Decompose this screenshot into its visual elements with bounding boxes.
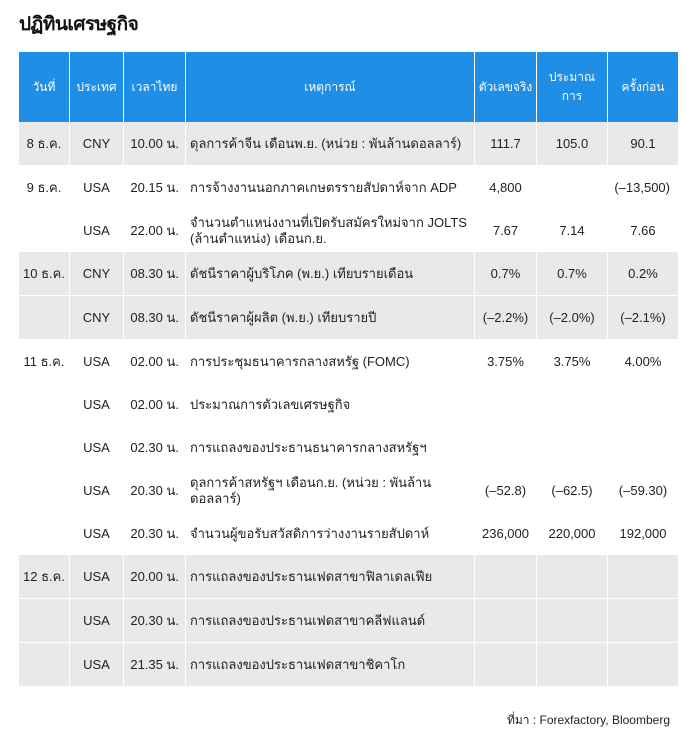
table-row [19, 469, 678, 512]
cell-actual: 111.7 [475, 122, 537, 166]
cell-forecast [537, 555, 608, 599]
table-row [19, 209, 678, 252]
cell-date: 11 ธ.ค. [19, 340, 70, 383]
cell-time: 20.30 น. [124, 599, 186, 643]
cell-time: 21.35 น. [124, 643, 186, 687]
cell-previous: (–2.1%) [608, 296, 678, 340]
cell-country: USA [70, 643, 124, 687]
cell-date [19, 469, 70, 512]
cell-previous [608, 555, 678, 599]
header-thai-time: เวลาไทย [124, 52, 186, 122]
cell-actual: 0.7% [475, 252, 537, 296]
table-row [19, 599, 678, 643]
header-date: วันที่ [19, 52, 70, 122]
table-row [19, 643, 678, 687]
cell-previous [608, 643, 678, 687]
cell-time: 08.30 น. [124, 252, 186, 296]
cell-time: 02.00 น. [124, 340, 186, 383]
cell-country: CNY [70, 296, 124, 340]
header-previous: ครั้งก่อน [608, 52, 678, 122]
header-forecast: ประมาณการ [537, 52, 608, 122]
cell-country: USA [70, 426, 124, 469]
cell-time: 02.00 น. [124, 383, 186, 426]
cell-actual: (–52.8) [475, 469, 537, 512]
table-row [19, 166, 678, 209]
cell-country: USA [70, 166, 124, 209]
cell-event: การประชุมธนาคารกลางสหรัฐ (FOMC) [186, 340, 475, 383]
cell-actual [475, 643, 537, 687]
cell-country: USA [70, 469, 124, 512]
cell-previous [608, 426, 678, 469]
cell-forecast [537, 383, 608, 426]
cell-forecast: (–2.0%) [537, 296, 608, 340]
cell-forecast [537, 599, 608, 643]
cell-date [19, 426, 70, 469]
cell-previous: 90.1 [608, 122, 678, 166]
cell-actual [475, 383, 537, 426]
table-row [19, 122, 678, 166]
cell-time: 20.00 น. [124, 555, 186, 599]
cell-time: 08.30 น. [124, 296, 186, 340]
header-actual: ตัวเลขจริง [475, 52, 537, 122]
economic-calendar-table [19, 52, 678, 687]
cell-time: 10.00 น. [124, 122, 186, 166]
cell-actual: (–2.2%) [475, 296, 537, 340]
cell-actual: 236,000 [475, 512, 537, 555]
cell-actual [475, 555, 537, 599]
cell-date: 12 ธ.ค. [19, 555, 70, 599]
cell-date: 9 ธ.ค. [19, 166, 70, 209]
cell-date: 8 ธ.ค. [19, 122, 70, 166]
cell-previous: 7.66 [608, 209, 678, 252]
cell-time: 22.00 น. [124, 209, 186, 252]
cell-country: CNY [70, 252, 124, 296]
table-row [19, 296, 678, 340]
cell-forecast [537, 166, 608, 209]
table-row [19, 426, 678, 469]
cell-country: USA [70, 555, 124, 599]
cell-time: 02.30 น. [124, 426, 186, 469]
cell-country: CNY [70, 122, 124, 166]
cell-previous: 0.2% [608, 252, 678, 296]
cell-event: การแถลงของประธานเฟดสาขาคลีฟแลนด์ [186, 599, 475, 643]
cell-time: 20.15 น. [124, 166, 186, 209]
cell-actual [475, 426, 537, 469]
cell-country: USA [70, 599, 124, 643]
cell-date [19, 209, 70, 252]
cell-event: ประมาณการตัวเลขเศรษฐกิจ [186, 383, 475, 426]
cell-event: ดัชนีราคาผู้บริโภค (พ.ย.) เทียบรายเดือน [186, 252, 475, 296]
page-title: ปฏิทินเศรษฐกิจ [19, 14, 139, 35]
source-note: ที่มา : Forexfactory, Bloomberg [506, 713, 670, 727]
cell-actual: 4,800 [475, 166, 537, 209]
cell-event: จำนวนผู้ขอรับสวัสดิการว่างงานรายสัปดาห์ [186, 512, 475, 555]
table-row [19, 252, 678, 296]
cell-country: USA [70, 383, 124, 426]
cell-previous [608, 599, 678, 643]
header-event: เหตุการณ์ [186, 52, 475, 122]
cell-forecast [537, 643, 608, 687]
cell-forecast: 7.14 [537, 209, 608, 252]
cell-forecast: 105.0 [537, 122, 608, 166]
cell-country: USA [70, 209, 124, 252]
table-row [19, 383, 678, 426]
table-header-row [19, 52, 678, 122]
cell-date: 10 ธ.ค. [19, 252, 70, 296]
table-row [19, 340, 678, 383]
cell-previous: (–13,500) [608, 166, 678, 209]
cell-actual [475, 599, 537, 643]
cell-previous: (–59.30) [608, 469, 678, 512]
cell-date [19, 383, 70, 426]
cell-country: USA [70, 512, 124, 555]
cell-actual: 3.75% [475, 340, 537, 383]
cell-actual: 7.67 [475, 209, 537, 252]
cell-forecast [537, 426, 608, 469]
table-row [19, 555, 678, 599]
cell-country: USA [70, 340, 124, 383]
cell-forecast: 0.7% [537, 252, 608, 296]
cell-forecast: 220,000 [537, 512, 608, 555]
cell-previous: 192,000 [608, 512, 678, 555]
cell-event: การแถลงของประธานธนาคารกลางสหรัฐฯ [186, 426, 475, 469]
cell-time: 20.30 น. [124, 469, 186, 512]
cell-forecast: 3.75% [537, 340, 608, 383]
table-row [19, 512, 678, 555]
cell-time: 20.30 น. [124, 512, 186, 555]
cell-date [19, 643, 70, 687]
cell-date [19, 296, 70, 340]
cell-date [19, 512, 70, 555]
cell-event: การแถลงของประธานเฟดสาขาฟิลาเดลเฟีย [186, 555, 475, 599]
cell-event: ดุลการค้าจีน เดือนพ.ย. (หน่วย : พันล้านดอลลาร์) [186, 122, 475, 166]
cell-event: การแถลงของประธานเฟดสาขาชิคาโก [186, 643, 475, 687]
cell-event: ดัชนีราคาผู้ผลิต (พ.ย.) เทียบรายปี [186, 296, 475, 340]
header-country: ประเทศ [70, 52, 124, 122]
cell-event: ดุลการค้าสหรัฐฯ เดือนก.ย. (หน่วย : พันล้านดอลลาร์) [186, 469, 475, 512]
cell-forecast: (–62.5) [537, 469, 608, 512]
cell-previous [608, 383, 678, 426]
cell-previous: 4.00% [608, 340, 678, 383]
cell-event: จำนวนตำแหน่งงานที่เปิดรับสมัครใหม่จาก JOLTS (ล้านตำแหน่ง) เดือนก.ย. [186, 209, 475, 252]
cell-date [19, 599, 70, 643]
cell-event: การจ้างงานนอกภาคเกษตรรายสัปดาห์จาก ADP [186, 166, 475, 209]
